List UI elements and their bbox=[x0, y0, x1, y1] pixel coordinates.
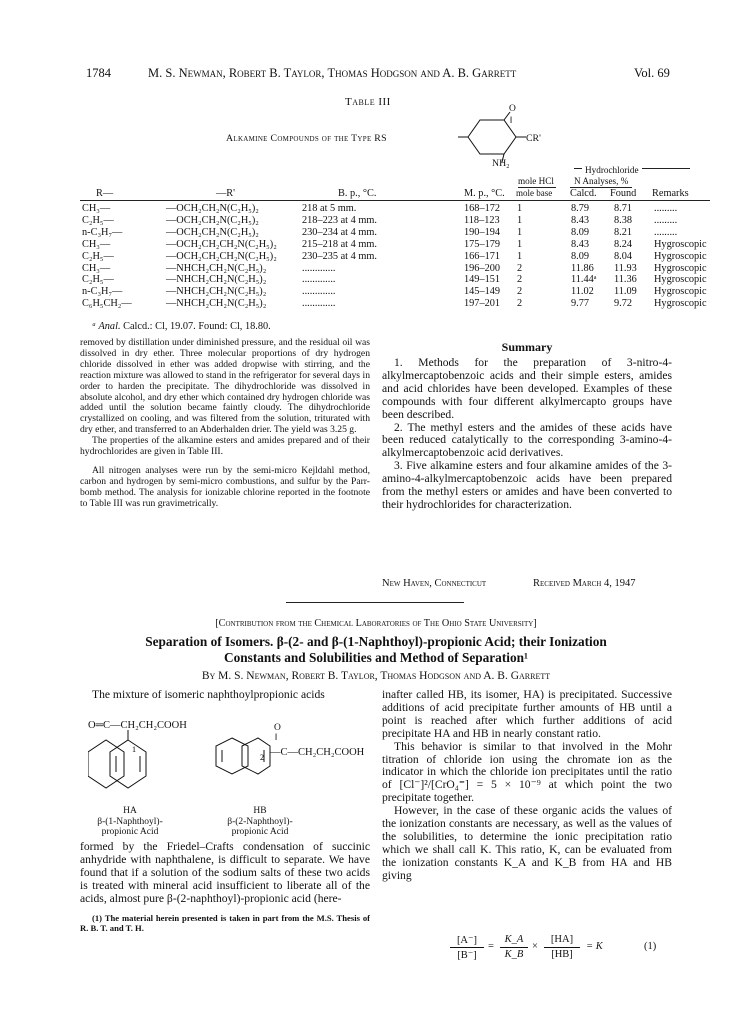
table-title: Table III bbox=[345, 96, 391, 108]
cell-remarks: Hygroscopic bbox=[654, 274, 707, 286]
eq-equals-1: = bbox=[488, 941, 494, 952]
ha-side-chain: O═C—CH₂CH₂COOH bbox=[88, 720, 187, 731]
cell-bp: 230–235 at 4 mm. bbox=[302, 250, 377, 262]
summary-body bbox=[382, 357, 672, 512]
cell-remarks: Hygroscopic bbox=[654, 298, 707, 310]
intro-text: The mixture of isomeric naphthoylpropionic acids bbox=[92, 688, 325, 701]
cell-found: 8.04 bbox=[614, 250, 633, 262]
hb-label: HB bbox=[253, 806, 267, 816]
cell-calcd: 8.79 bbox=[571, 203, 590, 214]
eq-left-denominator: [B⁻] bbox=[457, 950, 477, 961]
svg-text:1: 1 bbox=[132, 745, 136, 754]
cell-mp: 168–172 bbox=[464, 203, 501, 214]
cell-r: CH₃— bbox=[82, 203, 111, 214]
table-footnote bbox=[92, 321, 271, 333]
cell-r: CH₃— bbox=[82, 262, 111, 274]
summary-title: Summary bbox=[501, 340, 553, 354]
cell-mp: 197–201 bbox=[464, 298, 501, 310]
eq-right-numerator: [HA] bbox=[550, 934, 574, 945]
cell-r: n-C₃H₇— bbox=[82, 286, 123, 298]
group-n-analyses: N Analyses, % bbox=[574, 176, 629, 186]
cell-calcd: 11.86 bbox=[571, 262, 594, 274]
cell-ratio: 1 bbox=[517, 214, 523, 226]
carbonyl-double-bond: ‖ bbox=[510, 115, 513, 125]
hb-name-1: β-(2-Naphthoyl)- bbox=[227, 817, 293, 827]
table-row bbox=[80, 274, 710, 286]
hb-side-chain: —C—CH₂CH₂COOH bbox=[270, 747, 365, 758]
intro-paragraph bbox=[80, 689, 370, 702]
right-paragraph-1: inafter called HB, its isomer, HA) is precipitated. Successive additions of acid precipitate further amounts of HB until a point is reached after which further additions of acid precipitate HA and HB in nearly constant ratio. bbox=[382, 688, 672, 740]
page-number: 1784 bbox=[86, 66, 111, 80]
table-row bbox=[80, 203, 710, 215]
cell-bp: ............. bbox=[302, 262, 336, 274]
cell-mp: 175–179 bbox=[464, 238, 501, 250]
eq-mid-numerator: K_A bbox=[504, 934, 524, 945]
cell-bp: 218–223 at 4 mm. bbox=[302, 214, 377, 226]
table-row bbox=[80, 251, 710, 263]
cell-r: C₂H₅— bbox=[82, 274, 114, 286]
eq-number: (1) bbox=[644, 941, 657, 952]
cell-r-prime: —NHCH₂CH₂N(C₂H₅)₂ bbox=[166, 262, 267, 274]
cell-remarks: Hygroscopic bbox=[654, 250, 707, 262]
eq-mid-bar bbox=[500, 947, 528, 948]
cell-ratio: 2 bbox=[517, 298, 523, 310]
cell-calcd: 8.43 bbox=[571, 214, 590, 226]
cell-bp: 230–234 at 4 mm. bbox=[302, 226, 377, 238]
eq-result: = K bbox=[586, 941, 603, 952]
cell-found: 8.71 bbox=[614, 203, 633, 214]
cell-ratio: 1 bbox=[517, 226, 523, 238]
article-footnote bbox=[80, 913, 370, 933]
header-r-prime: —R' bbox=[216, 188, 236, 199]
table-body bbox=[80, 203, 710, 311]
ha-naphthalene-structure bbox=[88, 730, 188, 805]
cell-calcd: 11.02 bbox=[571, 286, 594, 298]
ha-label: HA bbox=[123, 806, 137, 816]
table-row bbox=[80, 227, 710, 239]
cell-r: C₂H₅— bbox=[82, 250, 114, 262]
header-found: Found bbox=[610, 188, 637, 199]
upper-left-column bbox=[80, 338, 370, 510]
cell-mp: 145–149 bbox=[464, 286, 501, 298]
left-body-text: formed by the Friedel–Crafts condensation of succinic anhydride with naphthalene, is difficult to separate. We have found that if a solution of the sodium salts of these two acids is treated with mineral acid insufficient to liberate all of the acids, almost pure β-(2-naphthoyl)-propionic acid (here- bbox=[80, 840, 370, 905]
right-paragraph-2: This behavior is similar to that involved in the Mohr titration of chloride ion using the chromate ion as the indicator in which the chloride ion precipitates until the ratio of [Cl⁻]²/[CrO₄⁼] = 5 × 10⁻⁹ at which point the two precipitate together. bbox=[382, 739, 672, 805]
cell-r-prime: —OCH₂CH₂CH₂N(C₂H₅)₂ bbox=[166, 238, 277, 250]
cell-ratio: 1 bbox=[517, 250, 523, 262]
cell-remarks: Hygroscopic bbox=[654, 238, 707, 250]
volume-label: Vol. 69 bbox=[634, 66, 670, 80]
header-mole-base: mole base bbox=[516, 188, 553, 198]
table-row bbox=[80, 215, 710, 227]
cell-mp: 166–171 bbox=[464, 250, 501, 262]
cell-found: 11.93 bbox=[614, 262, 637, 274]
eq-right-denominator: [HB] bbox=[551, 949, 573, 960]
cell-remarks: Hygroscopic bbox=[654, 262, 707, 274]
hb-naphthalene-structure bbox=[212, 730, 276, 790]
carbonyl-oxygen: O bbox=[509, 104, 516, 114]
cell-mp: 196–200 bbox=[464, 262, 501, 274]
cell-remarks: ......... bbox=[654, 226, 678, 238]
table-caption: Alkamine Compounds of the Type RS bbox=[226, 133, 387, 144]
cell-ratio: 1 bbox=[517, 203, 523, 214]
received-date: Received March 4, 1947 bbox=[533, 578, 636, 589]
equation-1 bbox=[450, 934, 680, 968]
table-row bbox=[80, 286, 710, 298]
svg-text:2: 2 bbox=[260, 753, 264, 762]
cell-calcd: 8.43 bbox=[571, 238, 590, 250]
header-r: R— bbox=[96, 188, 114, 199]
cell-bp: ............. bbox=[302, 274, 336, 286]
hb-name-2: propionic Acid bbox=[231, 827, 289, 837]
cell-remarks: ......... bbox=[654, 203, 678, 214]
cell-mp: 190–194 bbox=[464, 226, 501, 238]
table-caption-right: CR' bbox=[526, 133, 541, 144]
summary-item-2: 2. The methyl esters and the amides of these acids have been reduced catalytically to the corresponding 3-amino-4-alkylmercaptobenzoic acid derivatives. bbox=[382, 420, 672, 460]
article-title-line-2: Constants and Solubilities and Method of Separation¹ bbox=[224, 650, 528, 665]
eq-left-bar bbox=[450, 947, 484, 948]
experimental-paragraph-2: The properties of the alkamine esters and amides prepared and of their hydrochlorides are given in Table III. bbox=[80, 435, 370, 458]
cell-found: 8.24 bbox=[614, 238, 633, 250]
location: New Haven, Connecticut bbox=[382, 578, 487, 589]
cell-found: 11.36 bbox=[614, 274, 637, 286]
experimental-paragraph-3: All nitrogen analyses were run by the semi-micro Kejldahl method, carbon and hydrogen by semi-micro combustions, and sulfur by the Parr-bomb method. The analysis for ionizable chlorine reported in the footnote to Table III was run gravimetrically. bbox=[80, 464, 370, 509]
cell-calcd: 11.44ᵃ bbox=[571, 274, 597, 286]
eq-mid-denominator: K_B bbox=[504, 949, 524, 960]
contribution-line: [Contribution from the Chemical Laboratories of The Ohio State University] bbox=[215, 618, 537, 629]
cell-calcd: 8.09 bbox=[571, 250, 590, 262]
eq-times: × bbox=[532, 941, 538, 952]
table-header-rule bbox=[80, 200, 710, 201]
cell-r-prime: —NHCH₂CH₂N(C₂H₅)₂ bbox=[166, 286, 267, 298]
footnote-text: Calcd.: Cl, 19.07. Found: Cl, 18.80. bbox=[123, 321, 271, 332]
header-bp: B. p., °C. bbox=[338, 188, 377, 199]
hb-carbonyl-bond: ‖ bbox=[275, 732, 278, 742]
cell-found: 8.21 bbox=[614, 226, 633, 238]
ha-name-2: propionic Acid bbox=[101, 827, 159, 837]
cell-ratio: 2 bbox=[517, 274, 523, 286]
eq-left-numerator: [A⁻] bbox=[456, 935, 478, 946]
footnote-mark: ᵃ Anal. bbox=[92, 321, 121, 332]
right-column bbox=[382, 689, 672, 883]
cell-bp: ............. bbox=[302, 286, 336, 298]
cell-r-prime: —NHCH₂CH₂N(C₂H₅)₂ bbox=[166, 298, 267, 310]
cell-remarks: Hygroscopic bbox=[654, 286, 707, 298]
group-hydrochloride: Hydrochloride bbox=[582, 165, 642, 175]
ha-name-1: β-(1-Naphthoyl)- bbox=[97, 817, 163, 827]
table-row bbox=[80, 263, 710, 275]
summary-item-3: 3. Five alkamine esters and four alkamine amides of the 3-amino-4-alkylmercaptobenzoic acids have been prepared from the methyl esters or amides and have been converted to their hydrochlorides for characterization. bbox=[382, 459, 672, 511]
cell-ratio: 2 bbox=[517, 262, 523, 274]
running-authors: M. S. Newman, Robert B. Taylor, Thomas Hodgson and A. B. Garrett bbox=[148, 66, 517, 80]
cell-r-prime: —OCH₂CH₂CH₂N(C₂H₅)₂ bbox=[166, 250, 277, 262]
cell-bp: 215–218 at 4 mm. bbox=[302, 238, 377, 250]
cell-bp: ............. bbox=[302, 298, 336, 310]
cell-r-prime: —NHCH₂CH₂N(C₂H₅)₂ bbox=[166, 274, 267, 286]
experimental-paragraph-1: removed by distillation under diminished pressure, and the residual oil was dissolved in dry ether. Three molecular proportions of dry hydrogen chloride dissolved in ether was added dropwise with stirring, and the reaction mixture was allowed to stand in the refrigerator for several days in order to harden the precipitate. The dihydrochloride was dissolved in absolute alcohol, and dry ether which contained dry hydrogen chloride was added until the solution became faintly cloudy. The dihydrochloride crystallized on cooling, and was filtered from the solution, triturated with dry ether, and transferred to an Abderhalden drier. The yield was 3.25 g. bbox=[80, 337, 370, 436]
cell-r: C₂H₅— bbox=[82, 214, 114, 226]
table-header-row bbox=[80, 188, 710, 200]
cell-r: C₆H₅CH₂— bbox=[82, 298, 132, 310]
table-row bbox=[80, 298, 710, 310]
cell-found: 9.72 bbox=[614, 298, 633, 310]
cell-calcd: 9.77 bbox=[571, 298, 590, 310]
cell-r-prime: —OCH₂CH₂N(C₂H₅)₂ bbox=[166, 203, 259, 214]
cell-found: 8.38 bbox=[614, 214, 633, 226]
header-calcd: Calcd. bbox=[570, 188, 597, 199]
table-row bbox=[80, 239, 710, 251]
article-title-line-1: Separation of Isomers. β-(2- and β-(1-Naphthoyl)-propionic Acid; their Ionization bbox=[145, 634, 607, 649]
eq-right-bar bbox=[544, 947, 580, 948]
cell-mp: 118–123 bbox=[464, 214, 500, 226]
cell-r-prime: —OCH₂CH₂N(C₂H₅)₂ bbox=[166, 226, 259, 238]
article-footnote-text: (1) The material herein presented is taken in part from the M.S. Thesis of R. B. T. and T. H. bbox=[80, 913, 370, 933]
header-remarks: Remarks bbox=[652, 188, 689, 199]
section-divider bbox=[286, 602, 464, 603]
hb-carbonyl-oxygen: O bbox=[274, 723, 281, 733]
cell-ratio: 2 bbox=[517, 286, 523, 298]
summary-item-1: 1. Methods for the preparation of 3-nitro-4-alkylmercaptobenzoic acids and their simple esters, amides and acid chlorides have been developed. Examples of these compounds with four different alkylmercapto groups have been described. bbox=[382, 356, 672, 421]
header-mp: M. p., °C. bbox=[464, 188, 505, 199]
cell-ratio: 1 bbox=[517, 238, 523, 250]
header-mole-hcl: mole HCl bbox=[518, 176, 554, 186]
right-paragraph-3: However, in the case of these organic acids the values of the ionization constants are necessary, as well as the values of the solubilities, to determine the ionic precipitation ratio which we shall call K. This ratio, K, can be evaluated from the ionization constants K_A and K_B from HA and HB giving bbox=[382, 804, 672, 882]
cell-r-prime: —OCH₂CH₂N(C₂H₅)₂ bbox=[166, 214, 259, 226]
amino-group: NH₂ bbox=[492, 158, 510, 169]
cell-r: n-C₃H₇— bbox=[82, 226, 123, 238]
cell-bp: 218 at 5 mm. bbox=[302, 203, 357, 214]
cell-calcd: 8.09 bbox=[571, 226, 590, 238]
cell-found: 11.09 bbox=[614, 286, 637, 298]
left-body-paragraph bbox=[80, 841, 370, 906]
cell-remarks: ......... bbox=[654, 214, 678, 226]
article-byline: By M. S. Newman, Robert B. Taylor, Thomas Hodgson and A. B. Garrett bbox=[201, 670, 551, 682]
cell-mp: 149–151 bbox=[464, 274, 501, 286]
cell-r: CH₃— bbox=[82, 238, 111, 250]
